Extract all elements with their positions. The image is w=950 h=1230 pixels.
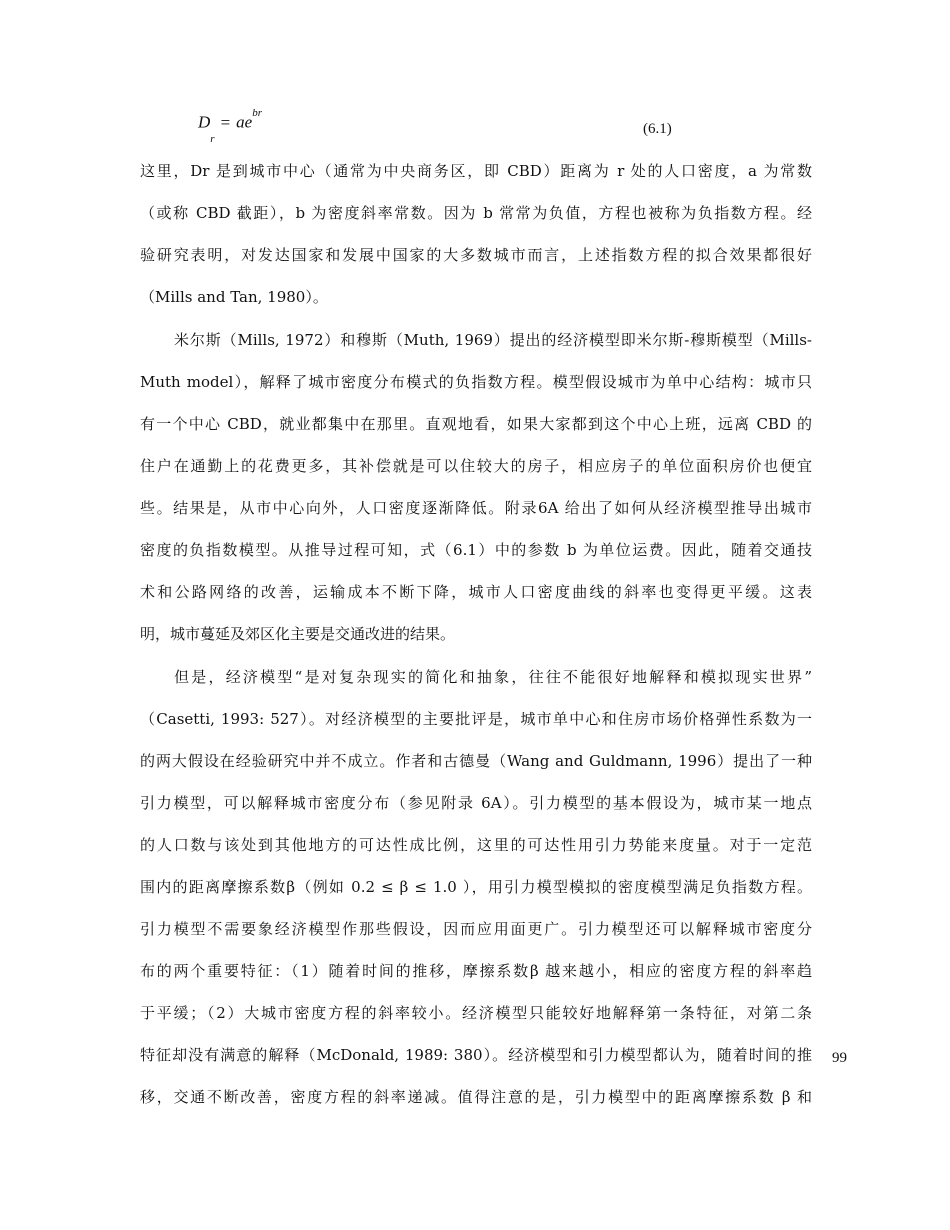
text-line: 明，城市蔓延及郊区化主要是交通改进的结果。 xyxy=(140,625,456,643)
text-line: 的两大假设在经验研究中并不成立。作者和古德曼（Wang and Guldmann, 1996）提出了一种 xyxy=(140,752,812,770)
text-line: （或称 CBD 截距），b 为密度斜率常数。因为 b 常常为负值，方程也被称为负指数方程。经 xyxy=(140,204,812,222)
equation-6-1 xyxy=(198,107,262,146)
text-line: 于平缓；（2）大城市密度方程的斜率较小。经济模型只能较好地解释第一条特征，对第二条 xyxy=(140,1004,812,1022)
text-line: 住户在通勤上的花费更多，其补偿就是可以住较大的房子，相应房子的单位面积房价也便宜 xyxy=(140,457,812,475)
text-line: 移，交通不断改善，密度方程的斜率递减。值得注意的是，引力模型中的距离摩擦系数 β 和 xyxy=(140,1088,812,1106)
text-line: Muth model），解释了城市密度分布模式的负指数方程。模型假设城市为单中心结构：城市只 xyxy=(140,373,812,391)
equation-rhs-exponent: br xyxy=(252,107,262,119)
text-line: 特征却没有满意的解释（McDonald, 1989: 380）。经济模型和引力模型都认为，随着时间的推 xyxy=(140,1046,812,1064)
text-line: 但是，经济模型“是对复杂现实的简化和抽象，往往不能很好地解释和模拟现实世界” xyxy=(174,668,812,686)
text-line: 引力模型不需要象经济模型作那些假设，因而应用面更广。引力模型还可以解释城市密度分 xyxy=(140,920,812,938)
equation-rhs: ae xyxy=(236,112,253,132)
text-line: 验研究表明，对发达国家和发展中国家的大多数城市而言，上述指数方程的拟合效果都很好 xyxy=(140,246,812,264)
text-line: 些。结果是，从市中心向外，人口密度逐渐降低。附录6A 给出了如何从经济模型推导出城市 xyxy=(140,499,812,517)
text-line: 密度的负指数模型。从推导过程可知，式（6.1）中的参数 b 为单位运费。因此，随着交通技 xyxy=(140,541,812,559)
equation-equals: = xyxy=(220,112,231,132)
text-line: 的人口数与该处到其他地方的可达性成比例，这里的可达性用引力势能来度量。对于一定范 xyxy=(140,836,812,854)
text-line: 引力模型，可以解释城市密度分布（参见附录 6A）。引力模型的基本假设为，城市某一地点 xyxy=(140,794,812,812)
text-line: 布的两个重要特征：（1）随着时间的推移，摩擦系数β 越来越小，相应的密度方程的斜率趋 xyxy=(140,962,812,980)
text-line: 这里，Dr 是到城市中心（通常为中央商务区，即 CBD）距离为 r 处的人口密度，a 为常数 xyxy=(140,162,812,180)
equation-number: (6.1) xyxy=(643,121,672,137)
text-line: 米尔斯（Mills, 1972）和穆斯（Muth, 1969）提出的经济模型即米尔斯-穆斯模型（Mills- xyxy=(174,331,812,349)
text-line: （Casetti, 1993: 527）。对经济模型的主要批评是，城市单中心和住房市场价格弹性系数为一 xyxy=(140,710,812,728)
text-line: 有一个中心 CBD，就业都集中在那里。直观地看，如果大家都到这个中心上班，远离 CBD 的 xyxy=(140,415,812,433)
equation-lhs: D xyxy=(198,112,211,132)
page-number: 99 xyxy=(832,1050,847,1066)
text-line: （Mills and Tan, 1980）。 xyxy=(140,288,328,306)
text-line: 术和公路网络的改善，运输成本不断下降，城市人口密度曲线的斜率也变得更平缓。这表 xyxy=(140,583,812,601)
text-line: 围内的距离摩擦系数β（例如 0.2 ≤ β ≤ 1.0 ），用引力模型模拟的密度模型满足负指数方程。 xyxy=(140,878,812,896)
equation-lhs-subscript: r xyxy=(210,133,215,146)
